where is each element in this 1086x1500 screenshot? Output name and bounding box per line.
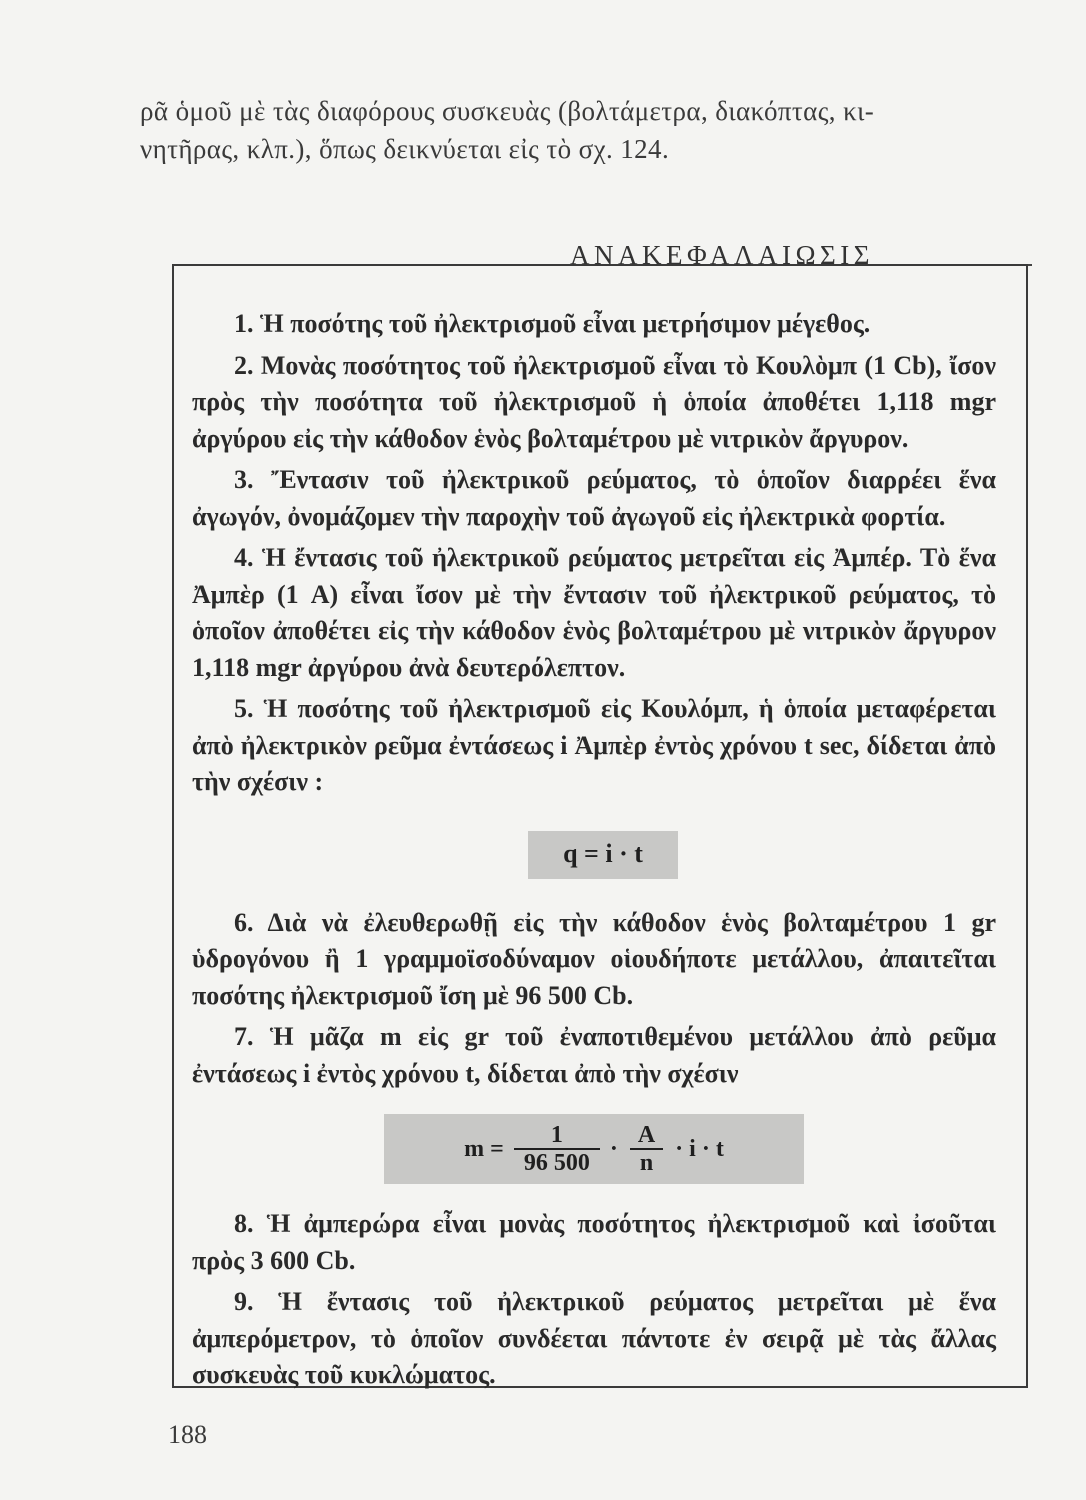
fraction-numerator: 1 (550, 1122, 563, 1148)
intro-paragraph (140, 92, 1015, 168)
summary-item-7: 7. Ἡ μᾶζα m εἰς gr τοῦ ἐναποτιθεμένου μετάλλου ἀπὸ ρεῦμα ἐντάσεως i ἐντὸς χρόνου t, δίδεται ἀπὸ τὴν σχέσιν (192, 1022, 996, 1088)
formula-charge: q = i · t (528, 831, 678, 879)
fraction-numerator: A (637, 1122, 656, 1148)
summary-content (192, 306, 996, 1399)
intro-line-2: νητῆρας, κλπ.), ὅπως δεικνύεται εἰς τὸ σχ. 124. (140, 134, 670, 164)
summary-title: ΑΝΑΚΕΦΑΛΑΙΩΣΙΣ (570, 240, 874, 270)
summary-item-9: 9. Ἡ ἔντασις τοῦ ἠλεκτρικοῦ ρεύματος μετρεῖται μὲ ἕνα ἀμπερόμετρον, τὸ ὁποῖον συνδέεται πάντοτε ἐν σειρᾷ μὲ τὰς ἄλλας συσκευὰς τοῦ κυκλώματος. (192, 1287, 996, 1389)
summary-item-5: 5. Ἡ ποσότης τοῦ ἠλεκτρισμοῦ εἰς Κουλόμπ, ἡ ὁποία μεταφέρεται ἀπὸ ἠλεκτρικὸν ρεῦμα ἐντάσεως i Ἀμπὲρ ἐντὸς χρόνου t sec, δίδεται ἀπὸ τὴν σχέσιν : (192, 694, 996, 796)
formula-mass (384, 1114, 804, 1184)
intro-line-1: ρᾶ ὁμοῦ μὲ τὰς διαφόρους συσκευὰς (βολτάμετρα, διακόπτας, κι- (140, 96, 875, 126)
summary-item-6: 6. Διὰ νὰ ἐλευθερωθῇ εἰς τὴν κάθοδον ἑνὸς βολταμέτρου 1 gr ὑδρογόνου ἢ 1 γραμμοϊσοδύναμον οἱουδήποτε μετάλλου, ἀπαιτεῖται ποσότης ἠλεκτρισμοῦ ἴση μὲ 96 500 Cb. (192, 907, 996, 1010)
summary-item-8: 8. Ἡ ἀμπερώρα εἶναι μονὰς ποσότητος ἠλεκτρισμοῦ καὶ ἰσοῦται πρὸς 3 600 Cb. (192, 1209, 996, 1275)
summary-item-1: 1. Ἡ ποσότης τοῦ ἠλεκτρισμοῦ εἶναι μετρήσιμον μέγεθος. (234, 309, 871, 338)
formula-dot: · (609, 1135, 618, 1162)
summary-item-3: 3. Ἔντασιν τοῦ ἠλεκτρικοῦ ρεύματος, τὸ ὁποῖον διαρρέει ἕνα ἀγωγόν, ὀνομάζομεν τὴν παροχὴν τοῦ ἀγωγοῦ εἰς ἠλεκτρικὰ φορτία. (192, 465, 996, 531)
page-number: 188 (168, 1420, 207, 1449)
formula-mass-rest: · i · t (675, 1135, 724, 1162)
summary-item-4: 4. Ἡ ἔντασις τοῦ ἠλεκτρικοῦ ρεύματος μετρεῖται εἰς Ἀμπέρ. Τὸ ἕνα Ἀμπὲρ (1 A) εἶναι ἴσον μὲ τὴν ἔντασιν τοῦ ἠλεκτρικοῦ ρεύματος, τὸ ὁποῖον ἀποθέτει εἰς τὴν κάθοδον ἑνὸς βολταμέτρου μὲ νιτρικὸν ἄργυρον 1,118 mgr ἀργύρου ἀνὰ δευτερόλεπτον. (192, 543, 996, 682)
formula-fraction-equivalent (628, 1122, 665, 1176)
formula-fraction-faraday (514, 1122, 600, 1176)
fraction-denominator: n (630, 1148, 663, 1176)
fraction-denominator: 96 500 (514, 1148, 600, 1176)
summary-item-2: 2. Μονὰς ποσότητος τοῦ ἠλεκτρισμοῦ εἶναι τὸ Κουλὸμπ (1 Cb), ἴσον πρὸς τὴν ποσότητα τοῦ ἠλεκτρισμοῦ ἡ ὁποία ἀποθέτει 1,118 mgr ἀργύρου εἰς τὴν κάθοδον ἑνὸς βολταμέτρου μὲ νιτρικὸν ἄργυρον. (192, 350, 996, 453)
formula-mass-lhs: m = (464, 1135, 504, 1162)
